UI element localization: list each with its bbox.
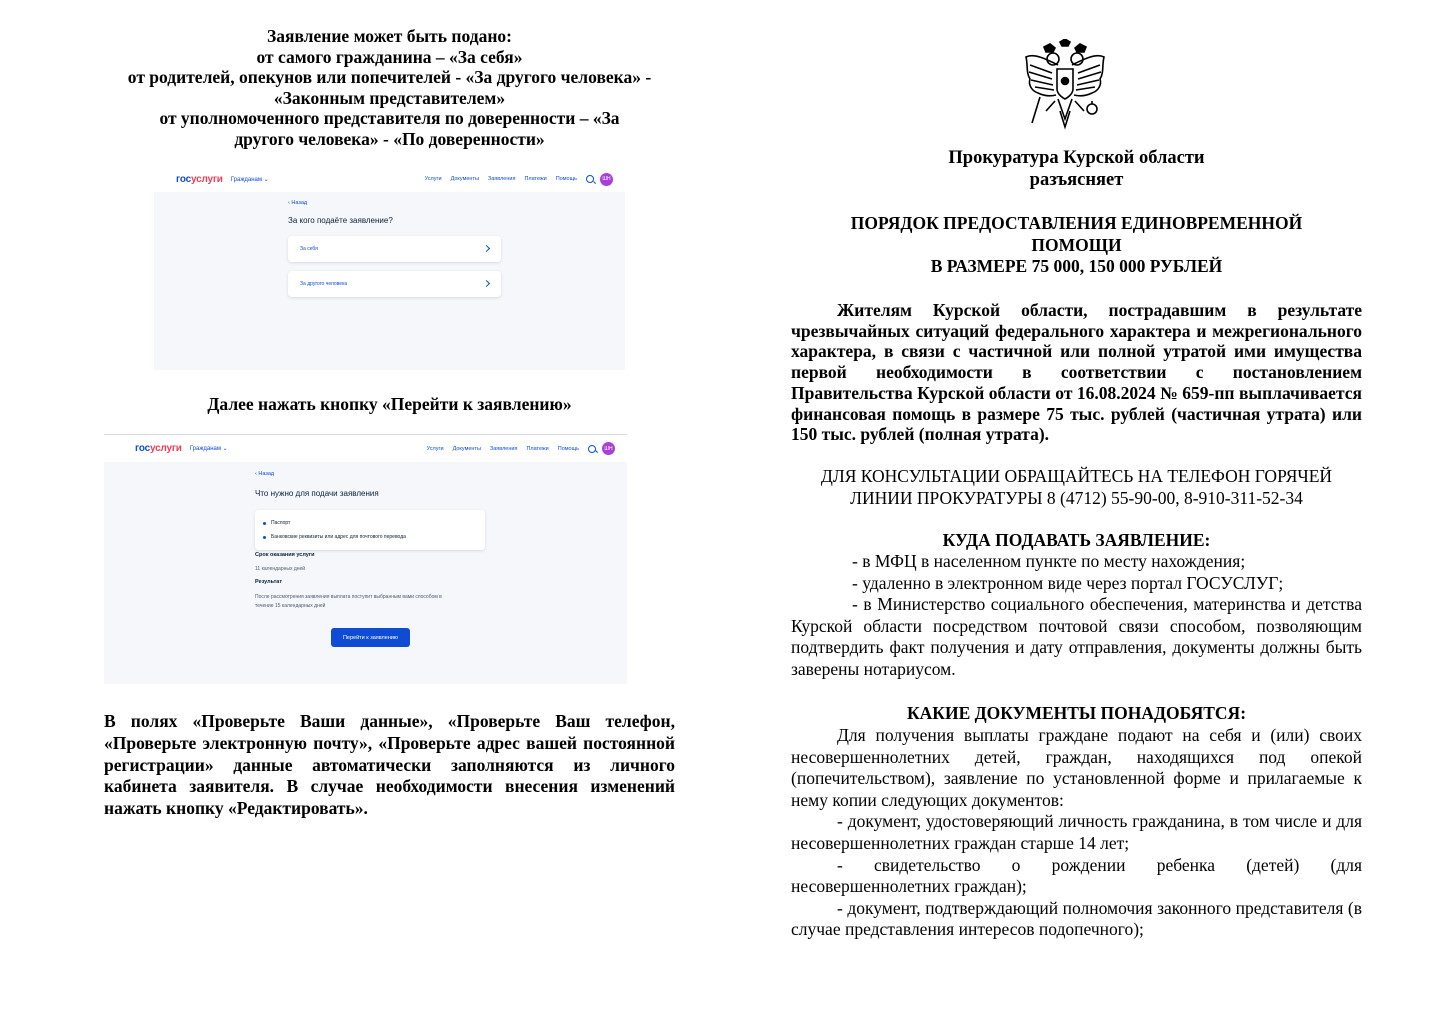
back-link[interactable]: ‹ Назад xyxy=(288,200,308,206)
nav-help[interactable]: Помощь xyxy=(555,176,577,182)
nav-services[interactable]: Услуги xyxy=(426,445,444,452)
list-item: - свидетельство о рождении ребенка (детей) (для несовершеннолетних граждан); xyxy=(791,854,1362,897)
option-label: За другого человека xyxy=(300,281,348,287)
header-nav xyxy=(427,445,596,453)
page-title: Что нужно для подачи заявления xyxy=(255,489,379,498)
screenshot-requirements xyxy=(104,434,627,684)
hotline-info xyxy=(791,466,1362,509)
intro-line: «Законным представителем» xyxy=(273,87,506,108)
title-line: ПОРЯДОК ПРЕДОСТАВЛЕНИЯ ЕДИНОВРЕМЕННОЙ xyxy=(850,213,1303,233)
gosuslugi-header xyxy=(104,435,627,462)
russian-coat-of-arms-icon xyxy=(1022,39,1108,131)
role-dropdown[interactable]: Гражданам ⌄ xyxy=(189,446,228,452)
go-to-application-button[interactable]: Перейти к заявлению xyxy=(331,628,410,647)
nav-help[interactable]: Помощь xyxy=(557,445,579,452)
intro-line: другого человека» - «По доверенности» xyxy=(234,128,545,149)
screenshot-who-applies xyxy=(154,166,625,370)
documents-heading: КАКИЕ ДОКУМЕНТЫ ПОНАДОБЯТСЯ: xyxy=(906,703,1247,723)
term-heading: Срок оказания услуги xyxy=(255,552,315,558)
next-step-caption: Далее нажать кнопку «Перейти к заявлению» xyxy=(207,394,572,414)
page-title: За кого подаёте заявление? xyxy=(288,216,393,225)
title-line: В РАЗМЕРЕ 75 000, 150 000 РУБЛЕЙ xyxy=(930,256,1223,276)
gosuslugi-logo: госуслуги xyxy=(135,443,182,454)
org-line: Прокуратура Курской области xyxy=(948,148,1205,168)
bullet-icon xyxy=(263,522,266,525)
result-text-line: После рассмотрения заявления выплата поступит выбранным вами способом в xyxy=(255,594,442,600)
list-item: - удаленно в электронном виде через портал ГОСУСЛУГ; xyxy=(852,572,1284,593)
intro-line: от родителей, опекунов или попечителей - «За другого человека» - xyxy=(127,67,652,88)
nav-payments[interactable]: Платежи xyxy=(524,176,547,182)
list-item: Банковские реквизиты или адрес для почтового перевода xyxy=(263,534,406,540)
nav-applications[interactable]: Заявления xyxy=(489,445,518,452)
documents-list xyxy=(791,725,1362,941)
org-line: разъясняет xyxy=(1029,169,1124,190)
intro-paragraph: Жителям Курской области, пострадавшим в результате чрезвычайных ситуаций федерального характера и межрегионального характера, в связи с частичной или полной утратой ими имущества первой необходимости в соответствии с постановлением Правительства Курской области от 16.08.2024 № 659-пп выплачивается финансовая помощь в размере 75 тыс. рублей (частичная утрата) или 150 тыс. рублей (полная утрата). xyxy=(791,300,1362,445)
requirements-card xyxy=(255,510,485,550)
list-item: Для получения выплаты граждане подают на себя и (или) своих несовершеннолетних детей, граждан, находящихся под опекой (попечительством), заявление по установленной форме и прилагаемые к нему копии следующих документов: xyxy=(791,725,1362,810)
role-dropdown[interactable]: Гражданам ⌄ xyxy=(230,176,269,183)
search-icon[interactable] xyxy=(588,445,596,453)
hotline-line: ЛИНИИ ПРОКУРАТУРЫ 8 (4712) 55-90-00, 8-910-311-52-34 xyxy=(850,487,1303,508)
nav-documents[interactable]: Документы xyxy=(450,176,479,182)
avatar[interactable]: ШН xyxy=(600,173,613,186)
title-line: ПОМОЩИ xyxy=(1031,234,1122,255)
list-item: - документ, удостоверяющий личность гражданина, в том числе и для несовершеннолетних граждан старше 14 лет; xyxy=(791,811,1362,853)
term-value: 11 календарных дней xyxy=(255,566,306,572)
search-icon[interactable] xyxy=(586,175,594,183)
where-to-apply-list xyxy=(791,551,1362,681)
intro-line: от уполномоченного представителя по доверенности – «За xyxy=(159,108,620,129)
list-item: Паспорт xyxy=(263,520,290,526)
header-nav xyxy=(425,175,594,183)
option-self[interactable] xyxy=(288,236,501,262)
nav-documents[interactable]: Документы xyxy=(452,445,481,452)
nav-services[interactable]: Услуги xyxy=(424,176,442,182)
gosuslugi-header xyxy=(154,166,625,192)
where-to-apply-heading: КУДА ПОДАВАТЬ ЗАЯВЛЕНИЕ: xyxy=(942,530,1211,550)
applicant-types-text xyxy=(104,26,675,150)
nav-applications[interactable]: Заявления xyxy=(487,176,516,182)
result-heading: Результат xyxy=(255,579,283,585)
fields-instructions: В полях «Проверьте Ваши данные», «Проверьте Ваш телефон, «Проверьте электронную почту», «Проверьте адрес вашей постоянной регистрации» данные автоматически заполняются из личного кабинета заявителя. В случае необходимости внесения изменений нажать кнопку «Редактировать». xyxy=(104,711,675,819)
back-link[interactable]: ‹ Назад xyxy=(255,471,275,477)
organization-title xyxy=(791,148,1362,191)
list-item: - в Министерство социального обеспечения, материнства и детства Курской области посредством почтовой связи способом, позволяющим подтвердить факт получения и дату отправления, документы должны быть заверены нотариусом. xyxy=(791,594,1362,679)
intro-line: от самого гражданина – «За себя» xyxy=(256,46,523,67)
intro-line: Заявление может быть подано: xyxy=(267,26,512,46)
gosuslugi-logo: госуслуги xyxy=(176,173,223,185)
bullet-icon xyxy=(263,536,266,539)
list-item: - в МФЦ в населенном пункте по месту нахождения; xyxy=(852,551,1246,571)
nav-payments[interactable]: Платежи xyxy=(526,445,549,452)
document-title xyxy=(791,213,1362,278)
list-item: - документ, подтверждающий полномочия законного представителя (в случае представления интересов подопечного); xyxy=(791,897,1362,940)
chevron-right-icon xyxy=(483,280,490,287)
hotline-line: ДЛЯ КОНСУЛЬТАЦИИ ОБРАЩАЙТЕСЬ НА ТЕЛЕФОН ГОРЯЧЕЙ xyxy=(820,466,1333,486)
chevron-right-icon xyxy=(483,245,490,252)
result-text-line: течение 15 календарных дней xyxy=(255,603,326,609)
option-other-person[interactable] xyxy=(288,271,501,297)
option-label: За себя xyxy=(300,246,318,252)
avatar[interactable]: ШН xyxy=(602,442,615,455)
